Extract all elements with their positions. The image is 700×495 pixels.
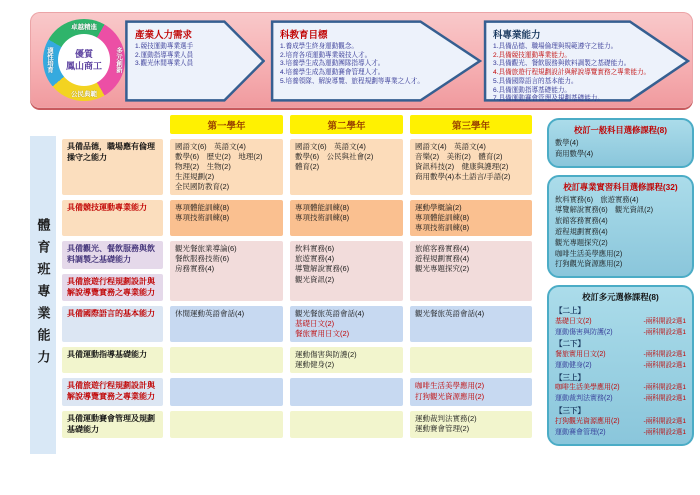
course-item: 打狗觀光資源應用(2): [415, 391, 485, 401]
course-cell: [170, 411, 283, 438]
course-cell: [290, 139, 403, 195]
logo-ring-label-left: 適性培育: [46, 47, 53, 73]
arrow-item: 6.具備運動指導基礎能力。: [493, 86, 572, 94]
course-item: 導覽解說實務(6): [295, 264, 350, 274]
course-cell: [170, 378, 283, 405]
elective-panel: [547, 118, 694, 168]
course-cell: [290, 411, 403, 438]
course-item: 基礎日文(2): [295, 319, 335, 329]
arrow-box-industry-demand: [125, 20, 265, 102]
logo-ring-label-right: 多元創新: [115, 47, 122, 73]
panel-course-item: 數學(4): [555, 138, 579, 147]
panel-course-note: -兩科開設2選1: [643, 417, 686, 425]
course-item: 運動健身(2): [295, 360, 335, 370]
course-item: 國語文(6) 英語文(4): [295, 142, 366, 151]
logo-center: [58, 34, 110, 86]
panel-course-note: -兩科開設2選1: [643, 428, 686, 436]
course-item: 數學(6) 公民與社會(2): [295, 152, 374, 162]
top-banner: [30, 12, 693, 108]
year-header: 第二學年: [290, 115, 403, 134]
panel-course-item: 遊程規劃實務(4): [555, 226, 608, 236]
curriculum-table: [62, 115, 532, 438]
panel-course-name: 運動健身(2): [555, 361, 592, 369]
arrow-items-industry-demand: [135, 43, 223, 69]
course-item: 觀光餐旅業導論(6): [175, 244, 237, 254]
panel-course-row: [555, 350, 686, 361]
course-item: 專項技術訓練(8): [175, 213, 230, 223]
course-cell: [410, 241, 532, 301]
term-header: 【三上】: [555, 372, 585, 382]
course-item: 音樂(2) 美術(2) 體育(2): [415, 152, 503, 162]
arrow-item: 4.培養學生成為運動賽會管理人才。: [280, 69, 385, 77]
arrow-item: 2.培育各項運動專業競技人才。: [280, 51, 372, 59]
course-item: 運動傷害與防護(2): [295, 350, 357, 360]
course-item: 物理(2) 生物(2): [175, 162, 231, 172]
course-item: 專項體能訓練(8): [175, 203, 230, 213]
course-cell: [410, 378, 532, 405]
arrow-title-professional-abilities: 科專業能力: [493, 30, 541, 41]
elective-panel: [547, 175, 694, 279]
arrow-items-education-goals: [280, 43, 424, 87]
course-cell: [410, 139, 532, 195]
arrow-title-education-goals: 科教育目標: [280, 30, 328, 41]
panel-course-item: 觀光專題探究(2): [555, 237, 608, 247]
course-item: 觀光餐旅英語會話(4): [295, 309, 365, 319]
course-item: 國語文(4) 英語文(4): [415, 142, 486, 151]
course-item: 餐旅實用日文(2): [295, 329, 350, 339]
ability-row-label: 具備品德，職場應有倫理操守之能力: [62, 139, 163, 195]
panel-course-note: -兩科開設2選1: [643, 328, 686, 336]
panel-course-note: -兩科開設2選1: [643, 361, 686, 369]
panel-course-note: -兩科開設2選1: [643, 384, 686, 392]
course-cell: [410, 306, 532, 342]
panel-course-name: 咖啡生活美學應用(2): [555, 384, 620, 392]
course-cell: [170, 139, 283, 195]
course-cell: [170, 200, 283, 236]
course-item: 觀光餐旅英語會話(4): [415, 309, 485, 319]
panel-course-row: [555, 317, 686, 328]
ability-row-label: 具備旅遊行程規劃設計與解說導覽實務之專業能力: [62, 378, 163, 405]
ability-row-label: 具備觀光、餐飲服務與飲料調製之基礎能力: [62, 241, 163, 268]
panel-course-name: 運動裁判法實務(2): [555, 395, 613, 403]
panel-title: 校訂多元選修課程(8): [582, 292, 659, 303]
course-item: 遊程規劃實務(4): [415, 254, 470, 264]
arrow-item: 3.培養學生成為運動團隊指導人才。: [280, 60, 385, 68]
course-item: 運動裁判法實務(2): [415, 413, 477, 423]
course-item: 旅遊實務(4): [295, 254, 335, 264]
course-cell: [170, 347, 283, 373]
course-item: 觀光專題探究(2): [415, 264, 470, 274]
ability-row-label: 具備旅遊行程規劃設計與解說導覽實務之專業能力: [62, 274, 163, 301]
panel-course-name: 基礎日文(2): [555, 317, 592, 325]
panel-course-note: -兩科開設2選1: [643, 351, 686, 359]
logo-center-line1: 優質: [74, 48, 93, 59]
course-item: 房務實務(4): [175, 264, 215, 274]
course-cell: [290, 200, 403, 236]
course-item: 生涯規劃(2): [175, 172, 215, 182]
course-item: 數學(6) 歷史(2) 地理(2): [175, 152, 263, 162]
course-item: 咖啡生活美學應用(2): [415, 381, 485, 391]
arrow-item: 3.觀光休閒專業人員: [135, 60, 194, 68]
course-item: 國語文(6) 英語文(4): [175, 142, 246, 151]
panel-course-note: -兩科開設2選1: [643, 317, 686, 325]
course-item: 休閒運動英語會話(4): [175, 309, 245, 319]
arrow-item: 7.具備運動賽會管理及規劃基礎能力。: [493, 95, 604, 103]
course-cell: [290, 306, 403, 342]
course-cell: [290, 378, 403, 405]
panel-course-name: 打狗觀光資源應用(2): [555, 417, 620, 425]
course-cell: [410, 347, 532, 373]
course-item: 觀光資訊(2): [295, 274, 335, 284]
arrow-item: 1.具備品德、職場倫理與規範遵守之能力。: [493, 43, 618, 50]
course-cell: [290, 241, 403, 301]
elective-panels: [547, 118, 694, 446]
course-cell: [290, 347, 403, 373]
panel-course-name: 餐旅實用日文(2): [555, 351, 606, 359]
term-header: 【二下】: [555, 339, 585, 349]
course-item: 飲料實務(6): [295, 244, 335, 254]
arrow-box-professional-abilities: [483, 20, 690, 102]
panel-course-item: 打狗觀光資源應用(2): [555, 259, 623, 269]
program-title-bar: [30, 136, 56, 454]
course-item: 專項體能訓練(8): [295, 203, 350, 213]
course-item: 資訊科技(2) 健康與護理(2): [415, 162, 509, 172]
school-logo: [40, 16, 128, 104]
panel-course-row: [555, 328, 686, 339]
course-item: 餐飲服務技術(6): [175, 254, 230, 264]
panel-course-item: 飲料實務(6) 旅遊實務(4): [555, 194, 639, 204]
panel-course-item: 咖啡生活美學應用(2): [555, 248, 623, 258]
panel-course-row: [555, 383, 686, 394]
program-title: 體育班專業能力: [35, 218, 51, 372]
course-item: 運動賽會管理(2): [415, 423, 470, 433]
arrow-items-professional-abilities: [493, 43, 651, 104]
logo-ring-label-top: 卓越精進: [71, 24, 97, 31]
arrow-item: 2.運動指導專業人員: [135, 51, 194, 59]
course-cell: [170, 306, 283, 342]
course-cell: [410, 411, 532, 438]
panel-course-note: -兩科開設2選1: [643, 395, 686, 403]
elective-panel: [547, 285, 694, 446]
panel-course-item: 旅館客務實務(4): [555, 216, 608, 226]
logo-ring-label-bottom: 公民典範: [71, 91, 97, 98]
arrow-item: 1.競技運動專業選手: [135, 43, 194, 50]
term-header: 【三下】: [555, 406, 585, 416]
arrow-item: 3.具備觀光、餐飲服務與飲料調製之基礎能力。: [493, 60, 631, 68]
panel-course-name: 運動賽會管理(2): [555, 428, 606, 436]
arrow-box-education-goals: [270, 20, 482, 102]
course-cell: [410, 200, 532, 236]
panel-course-row: [555, 417, 686, 428]
panel-title: 校訂專業實習科目選修課程(32): [563, 181, 678, 192]
year-header: 第一學年: [170, 115, 283, 134]
arrow-item: 2.具備競技運動專業能力。: [493, 51, 572, 59]
course-item: 全民國防教育(2): [175, 182, 230, 192]
logo-center-line2: 鳳山商工: [65, 61, 102, 71]
course-item: 體育(2): [295, 162, 320, 172]
arrow-item: 5.具備國際語言的基本能力。: [493, 77, 578, 85]
course-item: 專項體能訓練(8): [415, 213, 470, 223]
ability-row-label: 具備運動指導基礎能力: [62, 347, 163, 373]
panel-course-item: 商用數學(4): [555, 148, 594, 158]
panel-course-row: [555, 394, 686, 405]
panel-course-item: 導覽解說實務(6) 觀光資訊(2): [555, 205, 654, 215]
course-item: 運動學概論(2): [415, 203, 462, 213]
course-cell: [170, 241, 283, 301]
course-item: 商用數學(4)本土語言/手語(2): [415, 172, 511, 182]
course-item: 專項技術訓練(8): [295, 213, 350, 223]
panel-title: 校訂一般科目選修課程(8): [573, 125, 668, 135]
course-item: 專項技術訓練(8): [415, 223, 470, 233]
arrow-item: 5.培養領隊、解說導覽、旅程規劃等專業之人才。: [280, 77, 424, 85]
panel-course-row: [555, 428, 686, 439]
panel-course-name: 運動傷害與防護(2): [555, 328, 613, 336]
term-header: 【二上】: [555, 306, 585, 316]
course-item: 旅館客務實務(4): [415, 244, 470, 254]
panel-course-row: [555, 361, 686, 372]
ability-row-label: 具備運動賽會管理及規劃基礎能力: [62, 411, 163, 438]
arrow-title-industry-demand: 產業人力需求: [135, 30, 193, 41]
arrow-item: 1.養成學生終身運動觀念。: [280, 43, 359, 50]
ability-row-label: 具備競技運動專業能力: [62, 200, 163, 236]
arrow-item: 4.具備旅遊行程規劃設計與解說導覽實務之專業能力。: [493, 69, 651, 77]
ability-row-label: 具備國際語言的基本能力: [62, 306, 163, 342]
year-header: 第三學年: [410, 115, 532, 134]
